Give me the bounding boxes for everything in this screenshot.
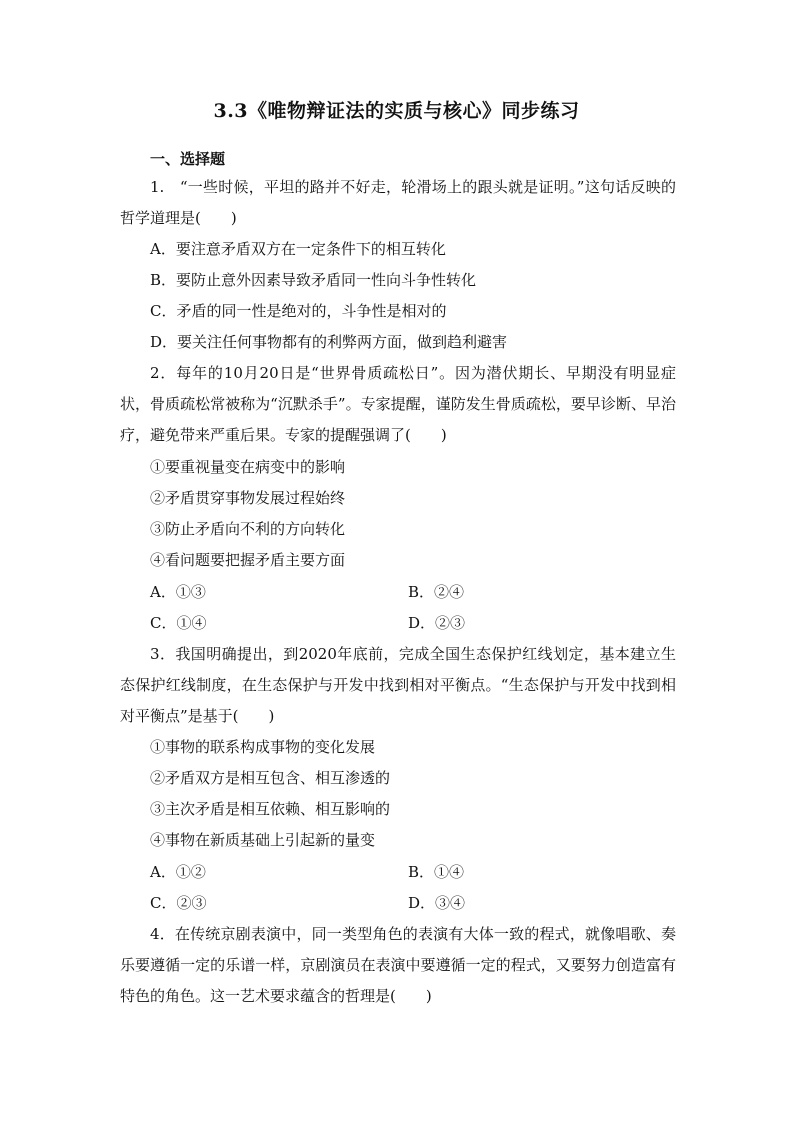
question-3-stem: 3．我国明确提出，到2020年底前，完成全国生态保护红线划定，基本建立生态保护红线制度，在生态保护与开发中找到相对平衡点。“生态保护与开发中找到相对平衡点”是基于( ) bbox=[120, 645, 676, 725]
document-title: 3.3《唯物辩证法的实质与核心》同步练习 bbox=[213, 100, 580, 122]
question-2-option-b: B．②④ bbox=[408, 583, 465, 601]
question-3-statement-2: ②矛盾双方是相互包含、相互渗透的 bbox=[150, 769, 391, 787]
question-3-option-d: D．③④ bbox=[408, 894, 466, 912]
question-3-statement-3: ③主次矛盾是相互依赖、相互影响的 bbox=[150, 800, 391, 818]
question-4-stem: 4．在传统京剧表演中，同一类型角色的表演有大体一致的程式，就像唱歌、奏乐要遵循一定的乐谱一样，京剧演员在表演中要遵循一定的程式，又要努力创造富有特色的角色。这一艺术要求蕴含的哲理是( ) bbox=[120, 925, 676, 1005]
section-heading: 一、选择题 bbox=[150, 150, 226, 168]
question-2-option-a: A．①③ bbox=[150, 583, 206, 601]
question-3-option-b: B．①④ bbox=[408, 863, 465, 881]
question-1-option-b: B．要防止意外因素导致矛盾同一性向斗争性转化 bbox=[150, 271, 477, 289]
question-1-option-c: C．矛盾的同一性是绝对的，斗争性是相对的 bbox=[150, 302, 447, 320]
question-3-statement-4: ④事物在新质基础上引起新的量变 bbox=[150, 831, 376, 849]
question-1-option-d: D．要关注任何事物都有的利弊两方面，做到趋利避害 bbox=[150, 333, 508, 351]
question-2-statement-3: ③防止矛盾向不利的方向转化 bbox=[150, 520, 346, 538]
question-1-option-a: A．要注意矛盾双方在一定条件下的相互转化 bbox=[150, 240, 446, 258]
question-2-statement-1: ①要重视量变在病变中的影响 bbox=[150, 458, 346, 476]
question-3-statement-1: ①事物的联系构成事物的变化发展 bbox=[150, 738, 376, 756]
question-2-option-d: D．②③ bbox=[408, 614, 466, 632]
question-2-stem: 2．每年的10月20日是“世界骨质疏松日”。因为潜伏期长、早期没有明显症状，骨质疏松常被称为“沉默杀手”。专家提醒，谨防发生骨质疏松，要早诊断、早治疗，避免带来严重后果。专家的提醒强调了( ) bbox=[120, 364, 676, 444]
question-2-statement-2: ②矛盾贯穿事物发展过程始终 bbox=[150, 489, 346, 507]
question-3-option-a: A．①② bbox=[150, 863, 206, 881]
question-1-stem: 1. “一些时候，平坦的路并不好走，轮滑场上的跟头就是证明。”这句话反映的哲学道理是( ) bbox=[120, 178, 676, 227]
question-2-option-c: C．①④ bbox=[150, 614, 207, 632]
question-2-statement-4: ④看问题要把握矛盾主要方面 bbox=[150, 551, 346, 569]
question-3-option-c: C．②③ bbox=[150, 894, 207, 912]
